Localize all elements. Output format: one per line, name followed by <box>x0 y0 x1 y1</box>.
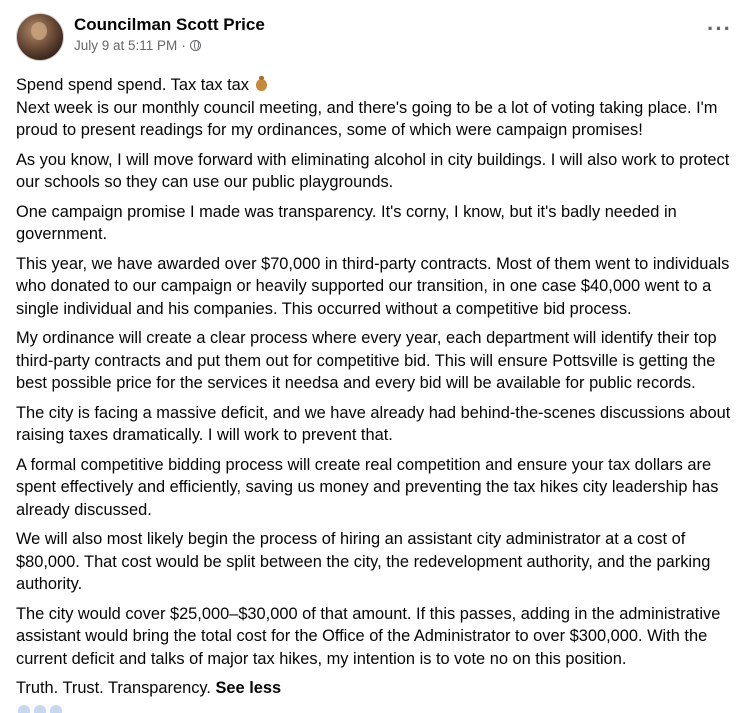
paragraph-10 <box>16 677 736 700</box>
post-timestamp[interactable]: July 9 at 5:11 PM <box>74 38 178 53</box>
reaction-icon <box>18 705 30 713</box>
post-subline <box>74 38 265 53</box>
paragraph-1 <box>16 74 736 142</box>
paragraph-1-line-1: Spend spend spend. Tax tax tax <box>16 76 249 94</box>
reaction-icon <box>34 705 46 713</box>
paragraph-3: One campaign promise I made was transparency. It's corny, I know, but it's badly needed in government. <box>16 202 677 243</box>
paragraph-5: My ordinance will create a clear process where every year, each department will identify their top third-party contracts and put them out for competitive bid. This will ensure Pottsville is getting the best possible price for the services it needsa and every bid will be available for public records. <box>16 329 717 392</box>
author-name[interactable]: Councilman Scott Price <box>74 15 265 34</box>
post-meta <box>74 10 265 53</box>
more-options-icon[interactable]: ··· <box>707 16 732 41</box>
reaction-icon <box>50 705 62 713</box>
globe-icon[interactable] <box>190 40 201 51</box>
money-bag-icon <box>256 79 267 91</box>
paragraph-1-line-2: Next week is our monthly council meeting, and there's going to be a lot of voting taking place. I'm proud to present readings for my ordinances, some of which were campaign promises! <box>16 98 718 139</box>
post-body <box>16 74 736 700</box>
closing-line: Truth. Trust. Transparency. <box>16 679 211 697</box>
paragraph-4: This year, we have awarded over $70,000 in third-party contracts. Most of them went to individuals who donated to our campaign or heavily supported our transition, in one case $40,000 went to a single individual and his companies. This occurred without a competitive bid process. <box>16 254 730 318</box>
post-header <box>16 10 736 66</box>
paragraph-8: We will also most likely begin the process of hiring an assistant city administrator at a cost of $80,000. That cost would be split between the city, the redevelopment authority, and the parking authority. <box>16 530 711 593</box>
paragraph-9: The city would cover $25,000–$30,000 of that amount. If this passes, adding in the administrative assistant would bring the total cost for the Office of the Administrator to over $300,000. With the current deficit and talks of major tax hikes, my intention is to vote no on this position. <box>16 604 721 668</box>
paragraph-6: The city is facing a massive deficit, and we have already had behind-the-scenes discussions about raising taxes dramatically. I will work to prevent that. <box>16 403 731 444</box>
author-avatar[interactable] <box>16 13 64 61</box>
see-less-link[interactable]: See less <box>215 679 282 697</box>
reaction-icons[interactable] <box>18 705 62 713</box>
paragraph-7: A formal competitive bidding process will create real competition and ensure your tax dollars are spent effectively and efficiently, saving us money and preventing the tax hikes city leadership has already discussed. <box>16 455 719 519</box>
separator-dot: · <box>181 38 186 53</box>
paragraph-2: As you know, I will move forward with eliminating alcohol in city buildings. I will also work to protect our schools so they can use our public playgrounds. <box>16 150 730 191</box>
